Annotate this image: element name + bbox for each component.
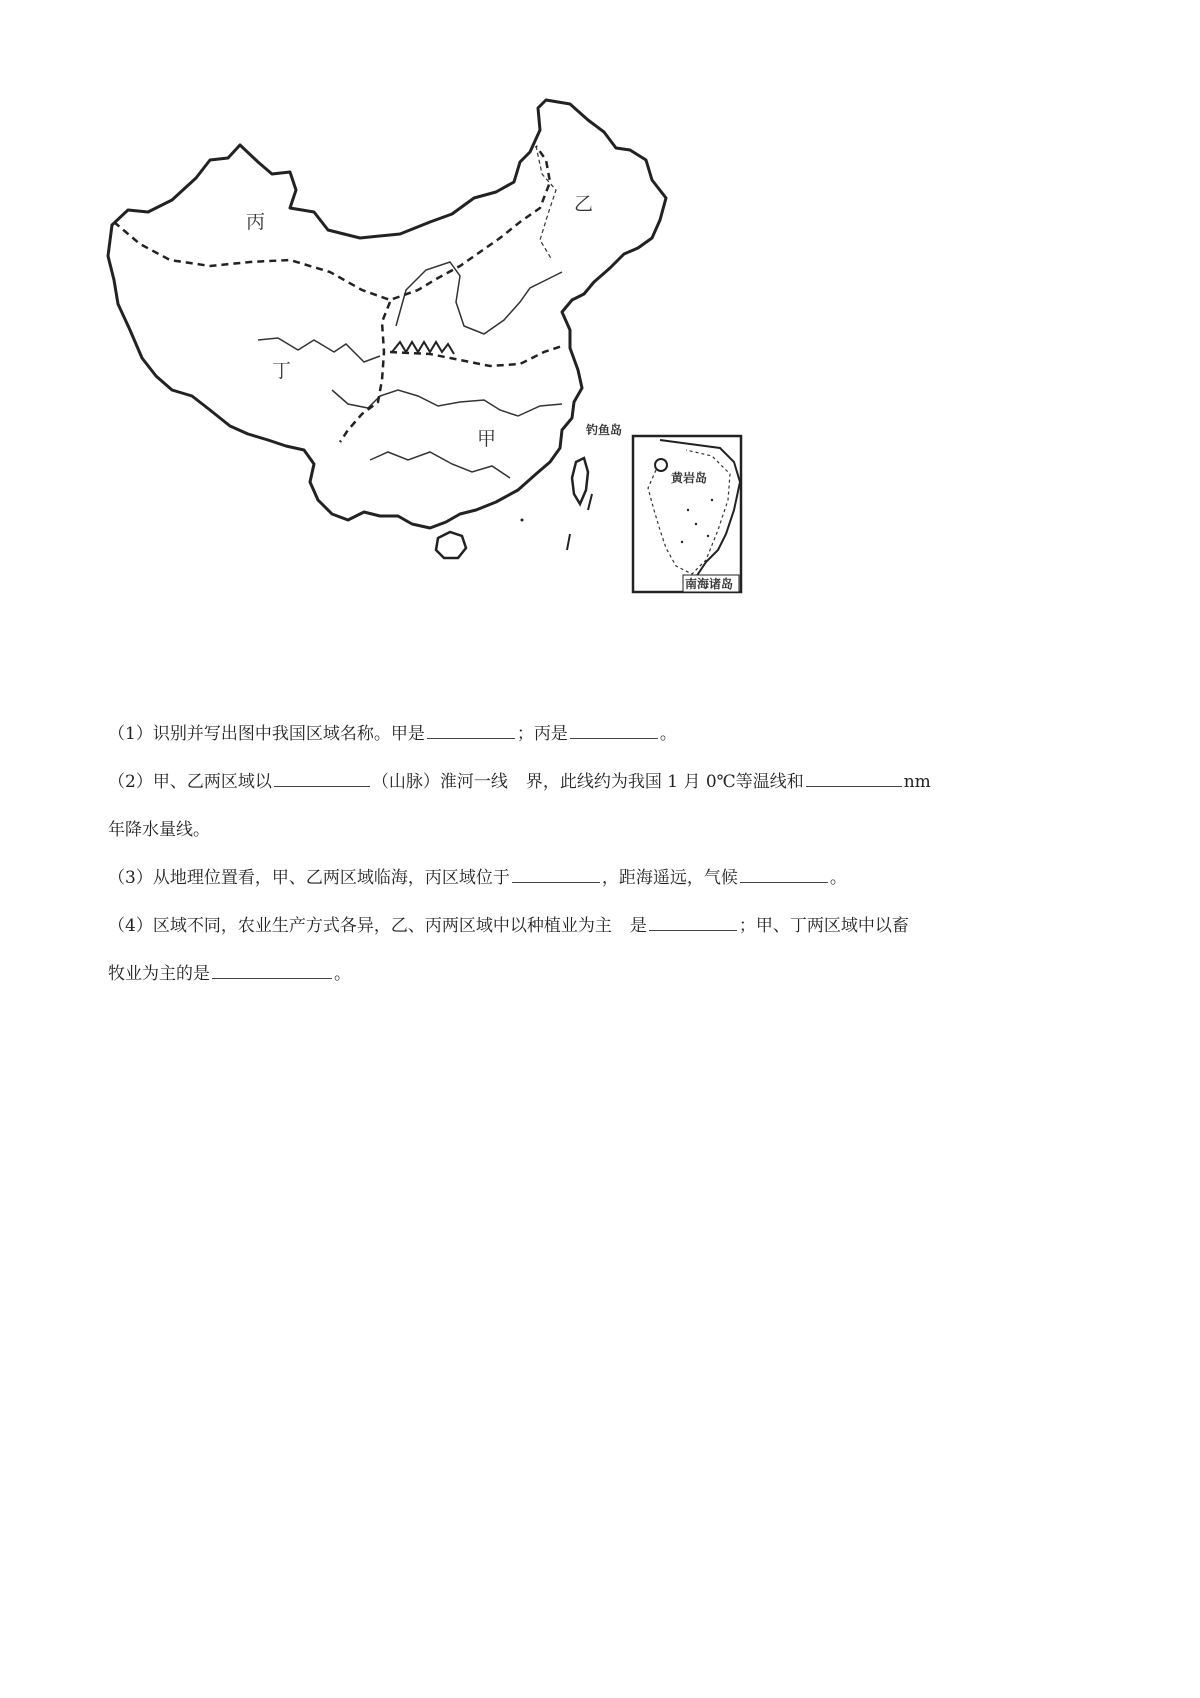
- dividing-line-bing: [114, 146, 550, 300]
- question-2-continuation: [108, 814, 1108, 862]
- question-text: 牧业为主的是: [108, 964, 210, 984]
- answer-blank[interactable]: [649, 910, 737, 931]
- taiwan-island: [572, 458, 588, 504]
- answer-blank[interactable]: [570, 718, 658, 739]
- huangyan-island-label: 黄岩岛: [671, 471, 708, 485]
- region-label-ding: 丁: [272, 360, 292, 382]
- question-text: ，距海遥远，气候: [601, 868, 738, 888]
- dividing-line-ding: [340, 302, 390, 442]
- nanhai-dot-5: [681, 541, 683, 543]
- china-regions-map: [100, 90, 820, 650]
- nanhai-dot-2: [695, 523, 697, 525]
- region-label-yi: 乙: [574, 193, 594, 215]
- question-text: 年降水量线。: [108, 820, 210, 840]
- question-text: ；甲、丁两区域中以畜: [738, 916, 909, 936]
- inner-boundary-sichuan: [332, 390, 562, 416]
- small-island: [521, 519, 524, 522]
- nanhai-dot-4: [711, 499, 713, 501]
- question-text: （4）区域不同，农业生产方式各异，乙、丙两区域中以种植业为主: [108, 916, 612, 936]
- inner-boundary-south: [370, 452, 510, 478]
- question-text: nm: [903, 772, 931, 792]
- question-3: [108, 862, 1108, 910]
- region-label-jia: 甲: [477, 428, 497, 450]
- question-text: 界，此线约为我国 1 月 0℃等温线和: [525, 772, 804, 792]
- answer-blank[interactable]: [274, 766, 370, 787]
- nanhai-islands-label: 南海诸岛: [685, 577, 734, 591]
- inner-boundary-north: [396, 262, 562, 334]
- question-text: 。: [334, 964, 351, 984]
- nanhai-nine-dash: [648, 450, 730, 574]
- nanhai-inset-island: [655, 459, 667, 471]
- question-list: [108, 718, 1108, 1006]
- qinling-mountain-symbol: [392, 342, 454, 354]
- answer-blank[interactable]: [212, 958, 332, 979]
- answer-blank[interactable]: [740, 862, 828, 883]
- answer-blank[interactable]: [512, 862, 600, 883]
- east-sea-dash-1: [588, 494, 592, 510]
- question-text: 。: [829, 868, 847, 888]
- question-text: ；丙是: [516, 724, 568, 744]
- question-text: （山脉）淮河一线: [371, 772, 508, 792]
- question-text: 是: [629, 916, 647, 936]
- question-text: （2）甲、乙两区域以: [108, 772, 272, 792]
- question-1: [108, 718, 1108, 766]
- diaoyu-island-label: 钓鱼岛: [586, 423, 623, 437]
- inner-boundary-qinghai-tibet: [258, 338, 380, 362]
- nanhai-dot-3: [707, 535, 709, 537]
- question-2: [108, 766, 1108, 814]
- question-4: [108, 910, 1108, 958]
- nanhai-inset-coast: [660, 440, 740, 580]
- question-text: 。: [659, 724, 677, 744]
- answer-blank[interactable]: [427, 718, 515, 739]
- region-label-bing: 丙: [246, 211, 266, 233]
- hainan-island: [436, 532, 466, 558]
- nanhai-inset-frame: [633, 436, 741, 592]
- answer-blank[interactable]: [806, 766, 902, 787]
- question-text: （1）识别并写出图中我国区域名称。甲是: [108, 724, 425, 744]
- question-4-continuation: [108, 958, 1108, 1006]
- china-outline: [108, 100, 666, 528]
- east-sea-dash-2: [567, 534, 570, 550]
- question-text: （3）从地理位置看，甲、乙两区域临海，丙区域位于: [108, 868, 510, 888]
- nanhai-dot-1: [687, 509, 689, 511]
